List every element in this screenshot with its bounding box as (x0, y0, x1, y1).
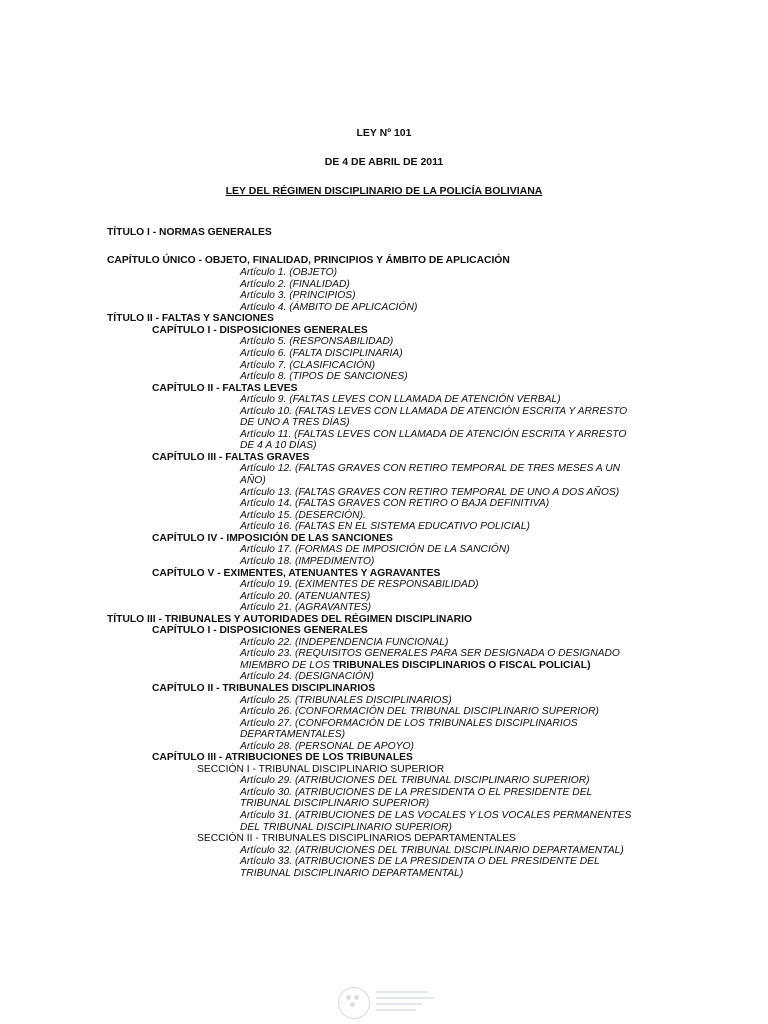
chapter-heading: CAPÍTULO IV - IMPOSICIÓN DE LAS SANCIONES (152, 533, 393, 544)
seal-text-line (376, 1009, 416, 1011)
article-entry: Artículo 23. (REQUISITOS GENERALES PARA SER DESIGNADA O DESIGNADO (240, 648, 620, 659)
article-entry: Artículo 18. (IMPEDIMENTO) (240, 556, 375, 567)
seal-text-line (376, 1003, 422, 1005)
article-entry: Artículo 4. (ÁMBITO DE APLICACIÓN) (240, 302, 418, 313)
article-entry: Artículo 20. (ATENUANTES) (240, 591, 371, 602)
article-entry: Artículo 30. (ATRIBUCIONES DE LA PRESIDENTA O EL PRESIDENTE DEL (240, 787, 593, 798)
law-number: LEY Nº 101 (356, 127, 412, 139)
article-entry: Artículo 1. (OBJETO) (240, 267, 338, 278)
seal-dot (346, 995, 351, 1000)
article-entry-continued (240, 660, 591, 672)
article-entry: Artículo 22. (INDEPENDENCIA FUNCIONAL) (240, 637, 449, 648)
article-entry: Artículo 28. (PERSONAL DE APOYO) (240, 741, 414, 752)
article-entry: Artículo 14. (FALTAS GRAVES CON RETIRO O BAJA DEFINITIVA) (240, 498, 550, 509)
article-entry: Artículo 10. (FALTAS LEVES CON LLAMADA DE ATENCIÓN ESCRITA Y ARRESTO (240, 406, 628, 417)
article-entry: Artículo 13. (FALTAS GRAVES CON RETIRO TEMPORAL DE UNO A DOS AÑOS) (240, 487, 620, 498)
article-entry: Artículo 6. (FALTA DISCIPLINARIA) (240, 348, 403, 359)
chapter-heading: CAPÍTULO II - FALTAS LEVES (152, 383, 298, 394)
article-entry: Artículo 16. (FALTAS EN EL SISTEMA EDUCATIVO POLICIAL) (240, 521, 530, 532)
article-entry: Artículo 27. (CONFORMACIÓN DE LOS TRIBUNALES DISCIPLINARIOS (240, 718, 578, 729)
article-entry: Artículo 29. (ATRIBUCIONES DEL TRIBUNAL DISCIPLINARIO SUPERIOR) (240, 775, 590, 786)
article-entry: Artículo 7. (CLASIFICACIÓN) (240, 360, 376, 371)
seal-text-line (376, 997, 434, 999)
article-entry: Artículo 32. (ATRIBUCIONES DEL TRIBUNAL DISCIPLINARIO DEPARTAMENTAL) (240, 845, 624, 856)
article-entry-continued: TRIBUNAL DISCIPLINARIO SUPERIOR) (240, 798, 430, 809)
article-entry: Artículo 5. (RESPONSABILIDAD) (240, 336, 394, 347)
article-entry: Artículo 31. (ATRIBUCIONES DE LAS VOCALES Y LOS VOCALES PERMANENTES (240, 810, 632, 821)
seal-text-line (376, 991, 428, 993)
chapter-heading: CAPÍTULO V - EXIMENTES, ATENUANTES Y AGRAVANTES (152, 568, 441, 579)
article-entry: Artículo 19. (EXIMENTES DE RESPONSABILIDAD) (240, 579, 479, 590)
section-heading: SECCIÓN I - TRIBUNAL DISCIPLINARIO SUPERIOR (197, 764, 445, 775)
chapter-heading: CAPÍTULO III - ATRIBUCIONES DE LOS TRIBUNALES (152, 752, 413, 763)
watermark-seal (338, 985, 438, 1021)
article-entry: Artículo 25. (TRIBUNALES DISCIPLINARIOS) (240, 695, 452, 706)
article-entry: Artículo 21. (AGRAVANTES) (240, 602, 372, 613)
article-entry-continued: DE 4 A 10 DÍAS) (240, 440, 317, 451)
article-entry-continued-italic: MIEMBRO DE LOS (240, 660, 333, 671)
article-entry: Artículo 26. (CONFORMACIÓN DEL TRIBUNAL DISCIPLINARIO SUPERIOR) (240, 706, 599, 717)
article-entry: Artículo 15. (DESERCIÓN). (240, 510, 366, 521)
section-heading: SECCIÓN II - TRIBUNALES DISCIPLINARIOS DEPARTAMENTALES (197, 833, 516, 844)
article-entry: Artículo 33. (ATRIBUCIONES DE LA PRESIDENTA O DEL PRESIDENTE DEL (240, 856, 600, 867)
title-heading: TÍTULO I - NORMAS GENERALES (107, 227, 272, 238)
article-entry: Artículo 12. (FALTAS GRAVES CON RETIRO TEMPORAL DE TRES MESES A UN (240, 463, 621, 474)
chapter-heading: CAPÍTULO III - FALTAS GRAVES (152, 452, 310, 463)
seal-dot (350, 1002, 355, 1007)
chapter-heading: CAPÍTULO ÚNICO - OBJETO, FINALIDAD, PRINCIPIOS Y ÁMBITO DE APLICACIÓN (107, 255, 510, 266)
law-title: LEY DEL RÉGIMEN DISCIPLINARIO DE LA POLICÍA BOLIVIANA (225, 185, 543, 197)
article-entry: Artículo 3. (PRINCIPIOS) (240, 290, 356, 301)
article-entry: Artículo 2. (FINALIDAD) (240, 279, 350, 290)
article-entry-continued: DEPARTAMENTALES) (240, 729, 346, 740)
article-entry-continued-bold: TRIBUNALES DISCIPLINARIOS O FISCAL POLICIAL) (332, 660, 591, 671)
article-entry-continued: DEL TRIBUNAL DISCIPLINARIO SUPERIOR) (240, 822, 452, 833)
article-entry: Artículo 8. (TIPOS DE SANCIONES) (240, 371, 408, 382)
chapter-heading: CAPÍTULO II - TRIBUNALES DISCIPLINARIOS (152, 683, 376, 694)
article-entry-continued: TRIBUNAL DISCIPLINARIO DEPARTAMENTAL) (240, 868, 464, 879)
chapter-heading: CAPÍTULO I - DISPOSICIONES GENERALES (152, 325, 368, 336)
law-date: DE 4 DE ABRIL DE 2011 (324, 156, 444, 168)
article-entry: Artículo 17. (FORMAS DE IMPOSICIÓN DE LA SANCIÓN) (240, 544, 510, 555)
seal-dot (354, 995, 359, 1000)
article-entry-continued: AÑO) (240, 475, 266, 486)
title-heading: TÍTULO III - TRIBUNALES Y AUTORIDADES DEL RÉGIMEN DISCIPLINARIO (107, 614, 472, 625)
article-entry: Artículo 11. (FALTAS LEVES CON LLAMADA DE ATENCIÓN ESCRITA Y ARRESTO (240, 429, 627, 440)
article-entry: Artículo 9. (FALTAS LEVES CON LLAMADA DE ATENCIÓN VERBAL) (240, 394, 561, 405)
chapter-heading: CAPÍTULO I - DISPOSICIONES GENERALES (152, 625, 368, 636)
article-entry: Artículo 24. (DESIGNACIÓN) (240, 671, 374, 682)
title-heading: TÍTULO II - FALTAS Y SANCIONES (107, 313, 274, 324)
article-entry-continued: DE UNO A TRES DÍAS) (240, 417, 350, 428)
